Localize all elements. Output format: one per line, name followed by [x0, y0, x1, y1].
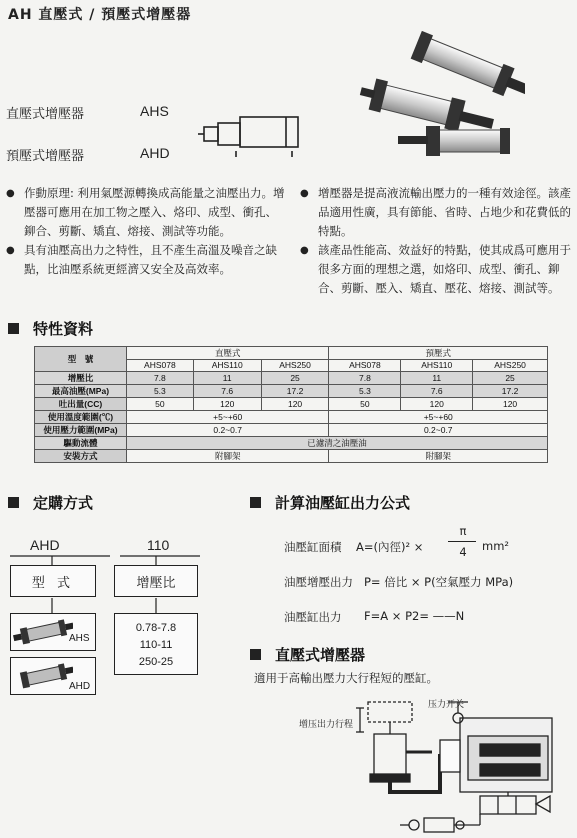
formula-output-expr: F=A × P2= ——N	[364, 609, 465, 623]
formula-unit: mm²	[482, 539, 510, 553]
page-title: AH 直壓式 / 預壓式增壓器	[8, 7, 192, 23]
model-cell: AHS250	[261, 360, 329, 372]
model-label: 型 號	[35, 347, 127, 372]
order-ratio-box: 增壓比	[114, 565, 198, 597]
cylinder-ahs-icon	[13, 618, 73, 646]
section-square-icon	[8, 323, 19, 334]
type-pre-name: 預壓式增壓器	[6, 149, 85, 164]
type-pre-code: AHD	[140, 145, 170, 161]
formula-boost-label: 油壓增壓出力	[284, 575, 353, 589]
bullets-right	[300, 184, 572, 298]
option-ahd-label: AHD	[69, 681, 91, 692]
order-type-box: 型 式	[10, 565, 96, 597]
ratio-option: 110-11	[139, 639, 173, 651]
formula-boost-expr: P= 倍比 × P(空氣壓力 MPa)	[364, 575, 514, 589]
type-direct-code: AHS	[140, 103, 169, 119]
formula-area-label: 油壓缸面積	[284, 540, 342, 554]
bullet-efficiency: ● 增壓器是提高液流輸出壓力的一種有效途徑。該產品適用性廣，具有節能、省時、占地少和花費低的特點。	[300, 184, 572, 241]
hydraulic-diagram	[340, 692, 555, 836]
formula-pi: π	[459, 524, 467, 538]
ratio-options	[114, 613, 198, 675]
order-code-ratio: 110	[147, 537, 170, 553]
group-pre: 預壓式	[329, 347, 548, 360]
option-ahs-label: AHS	[69, 633, 90, 644]
section-square-icon	[250, 497, 261, 508]
group-direct: 直壓式	[126, 347, 329, 360]
model-cell: AHS250	[473, 360, 548, 372]
model-cell: AHS110	[401, 360, 473, 372]
type-direct-name: 直壓式增壓器	[6, 107, 85, 122]
bullet-principle: ● 作動原理: 利用氣壓源轉換成高能量之油壓出力。增壓器可應用在加工物之壓入、烙印、成型、衝孔、鉚合、剪斷、矯直、熔接、測試等功能。	[6, 184, 288, 241]
fraction-bar	[448, 541, 476, 542]
formula-area-expr: A=(內徑)² ×	[356, 540, 424, 554]
table-row: 使用溫度範圍(℃) +5~+60 +5~+60	[35, 410, 548, 423]
model-cell: AHS110	[193, 360, 261, 372]
ratio-option: 0.78-7.8	[135, 622, 177, 634]
table-row: 增壓比 7.8 11 25 7.8 11 25	[35, 371, 548, 384]
stroke-label: 增压出力行程	[299, 720, 354, 730]
table-row: 吐出量(CC) 50 120 120 50 120 120	[35, 397, 548, 410]
cylinder-ahd-icon	[13, 662, 73, 690]
table-row: 安裝方式 附腳架 附腳架	[35, 449, 548, 462]
option-ahd	[10, 657, 96, 695]
model-cell: AHS078	[126, 360, 193, 372]
order-code-type: AHD	[30, 537, 60, 553]
pressure-switch-label: 压力开关	[428, 700, 465, 710]
product-photo	[350, 30, 525, 170]
section-square-icon	[250, 649, 261, 660]
section-direct-heading: 直壓式增壓器	[250, 644, 365, 665]
formula-output-label: 油壓缸出力	[284, 610, 342, 624]
option-ahs	[10, 613, 96, 651]
model-cell: AHS078	[329, 360, 401, 372]
bullets-left	[6, 184, 288, 279]
section-order-heading: 定購方式	[8, 492, 93, 513]
section-square-icon	[8, 497, 19, 508]
bullet-application: ● 該產品性能高、效益好的特點，使其成爲可應用于很多方面的理想之選，如烙印、成型、衝孔、鉚合、剪斷、壓入、矯直、壓花、熔接、測試等。	[300, 241, 572, 298]
ratio-option: 250-25	[138, 656, 174, 668]
cylinder-schematic-icon	[196, 113, 308, 159]
section-formula-heading: 計算油壓缸出力公式	[250, 492, 410, 513]
spec-table	[34, 346, 548, 463]
section-spec-heading: 特性資料	[8, 318, 93, 339]
table-row: 驅動流體 已濾清之油壓油	[35, 436, 548, 449]
table-row: 使用壓力範圍(MPa) 0.2~0.7 0.2~0.7	[35, 423, 548, 436]
direct-description: 適用于高輸出壓力大行程短的壓缸。	[254, 671, 438, 685]
formula-four: 4	[459, 545, 467, 559]
bullet-feature: ● 具有油壓高出力之特性，且不產生高溫及噪音之缺點，比油壓系統更經濟又安全及高效率。	[6, 241, 288, 279]
table-row: 最高油壓(MPa) 5.3 7.6 17.2 5.3 7.6 17.2	[35, 384, 548, 397]
